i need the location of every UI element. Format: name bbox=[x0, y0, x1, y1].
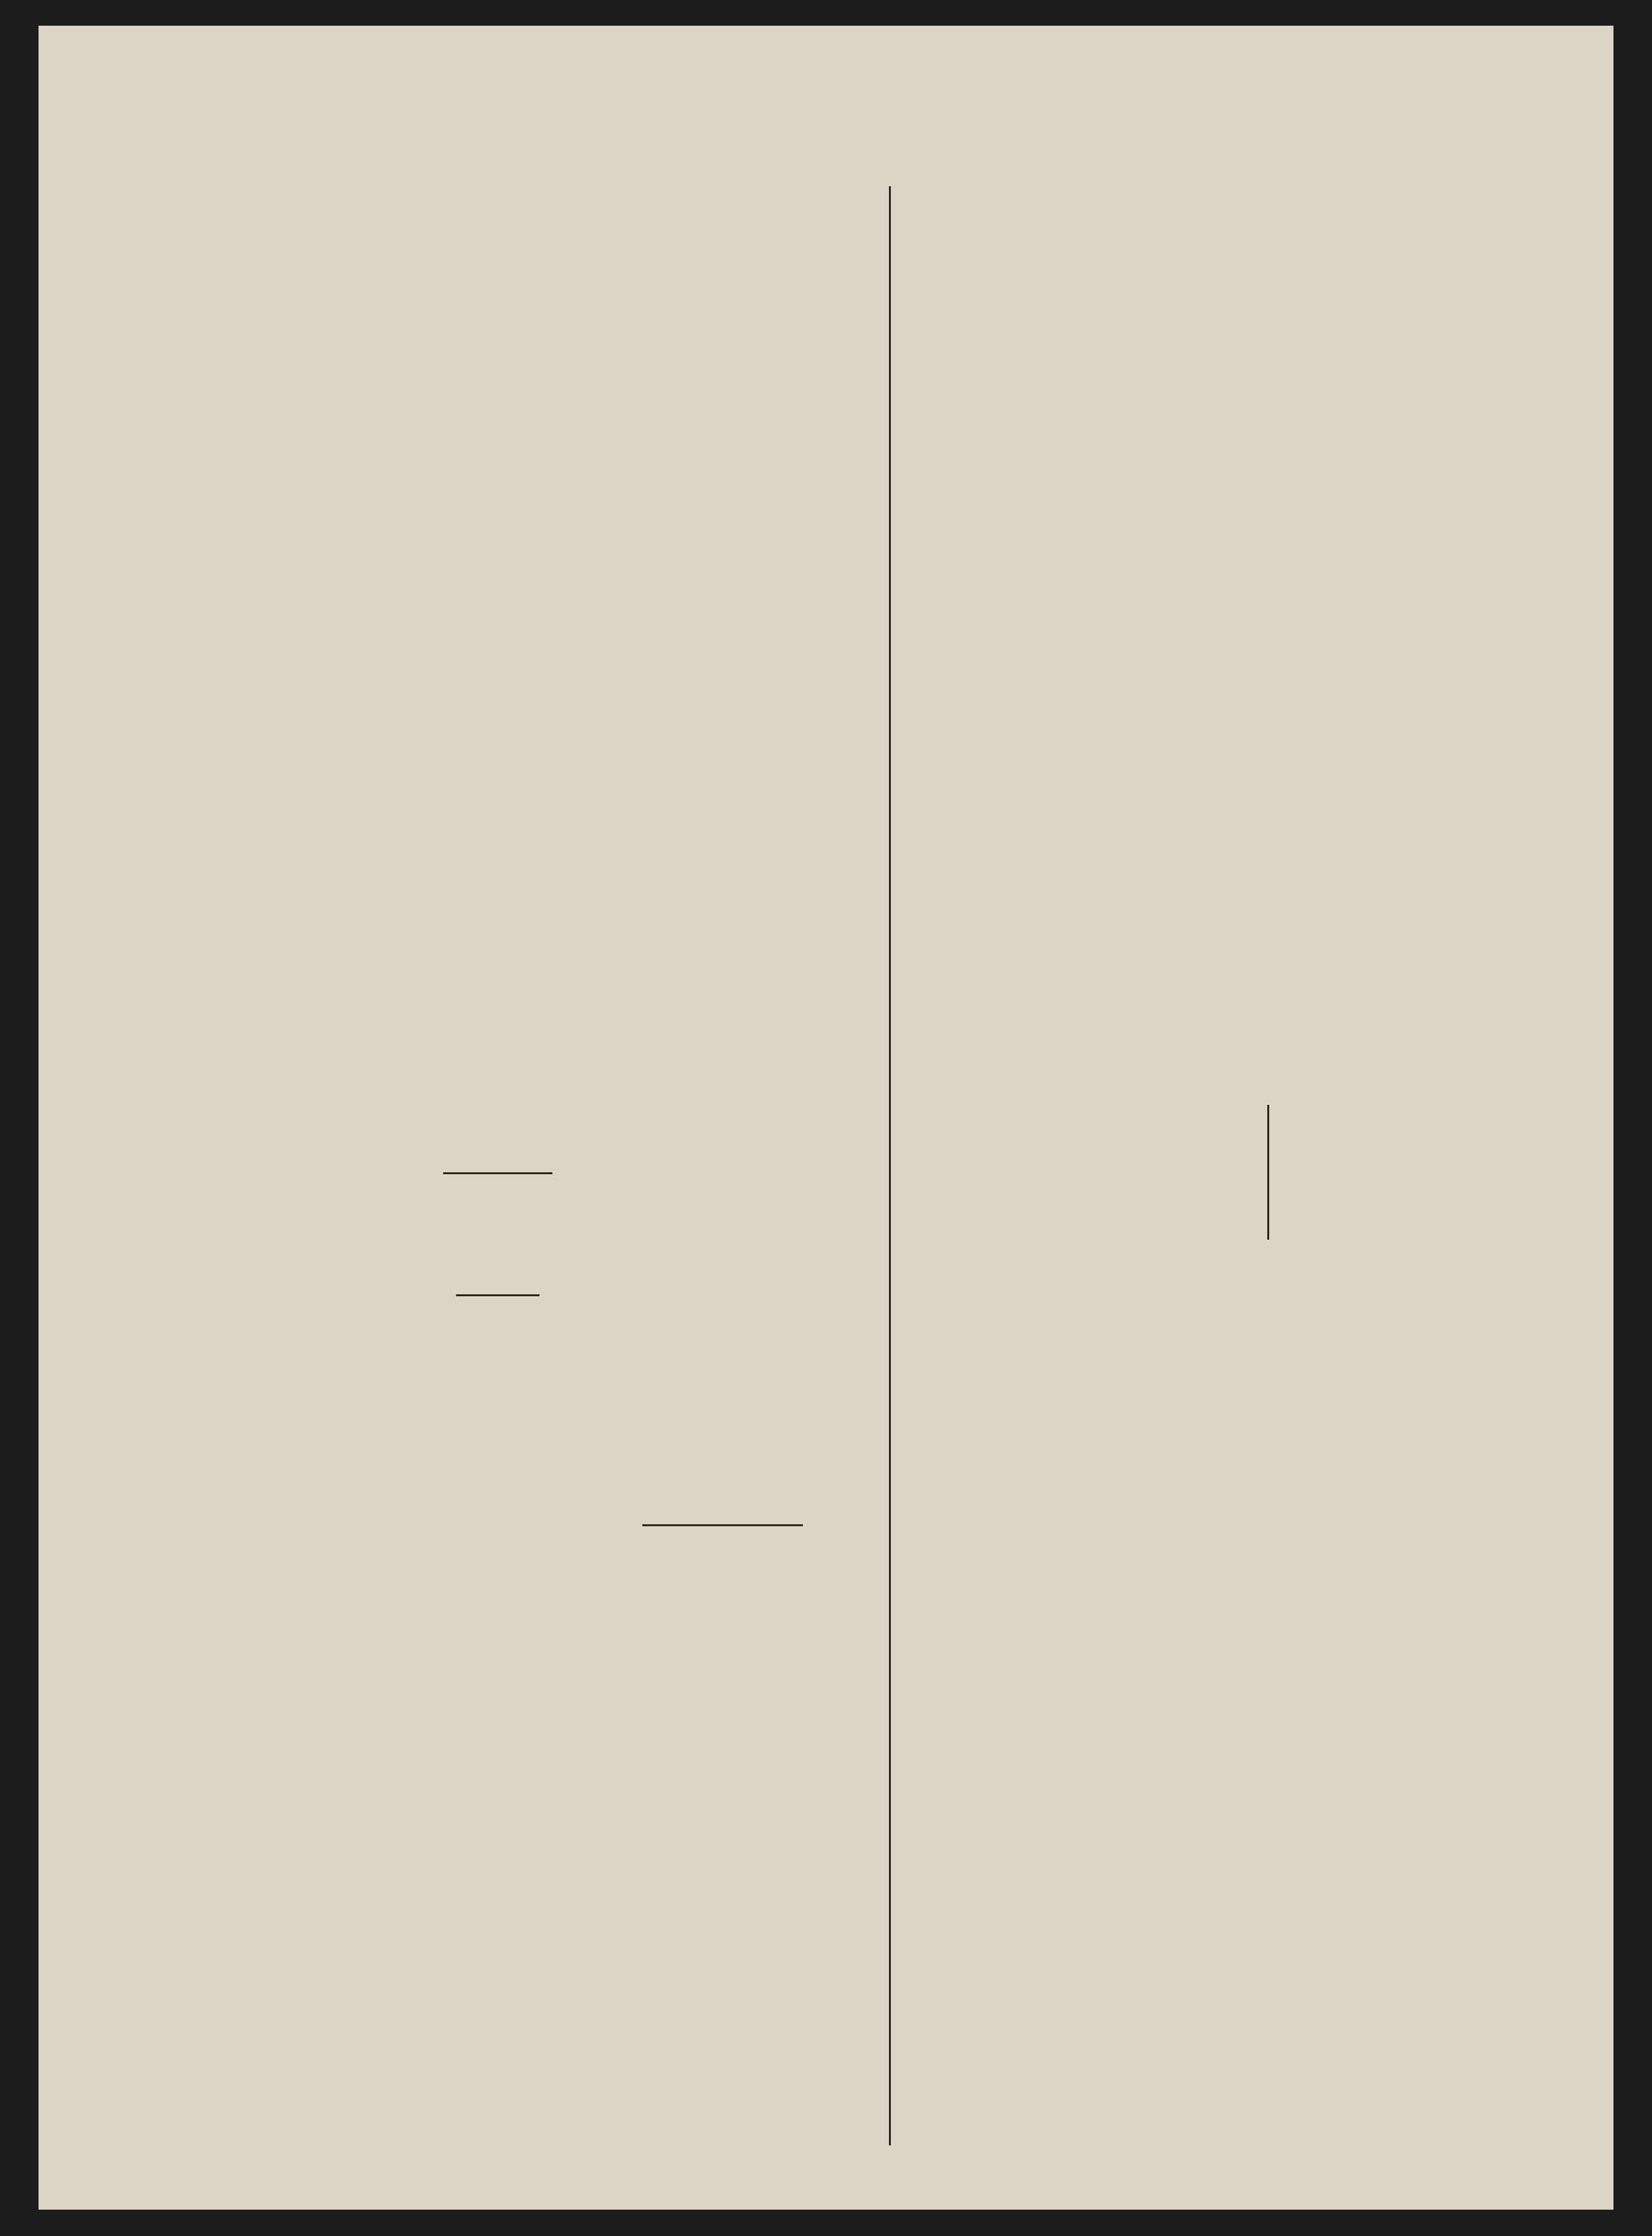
price-line bbox=[902, 826, 1635, 852]
supply-row bbox=[206, 1452, 758, 1477]
separator-rule bbox=[443, 1172, 552, 1174]
price-line bbox=[902, 789, 1635, 814]
separator-rule bbox=[456, 1294, 540, 1296]
purchase-row bbox=[273, 1697, 723, 1723]
column-divider bbox=[889, 186, 891, 2145]
left-column bbox=[119, 26, 877, 2210]
purchase-row bbox=[273, 1664, 723, 1689]
supply-divider bbox=[1267, 1105, 1269, 1240]
supply-row bbox=[206, 1489, 758, 1515]
right-column bbox=[902, 26, 1635, 2210]
newspaper-page bbox=[39, 26, 1613, 2210]
purchase-row bbox=[273, 1731, 723, 1757]
sum-row bbox=[584, 1539, 803, 1565]
sum-rule bbox=[642, 1524, 803, 1526]
